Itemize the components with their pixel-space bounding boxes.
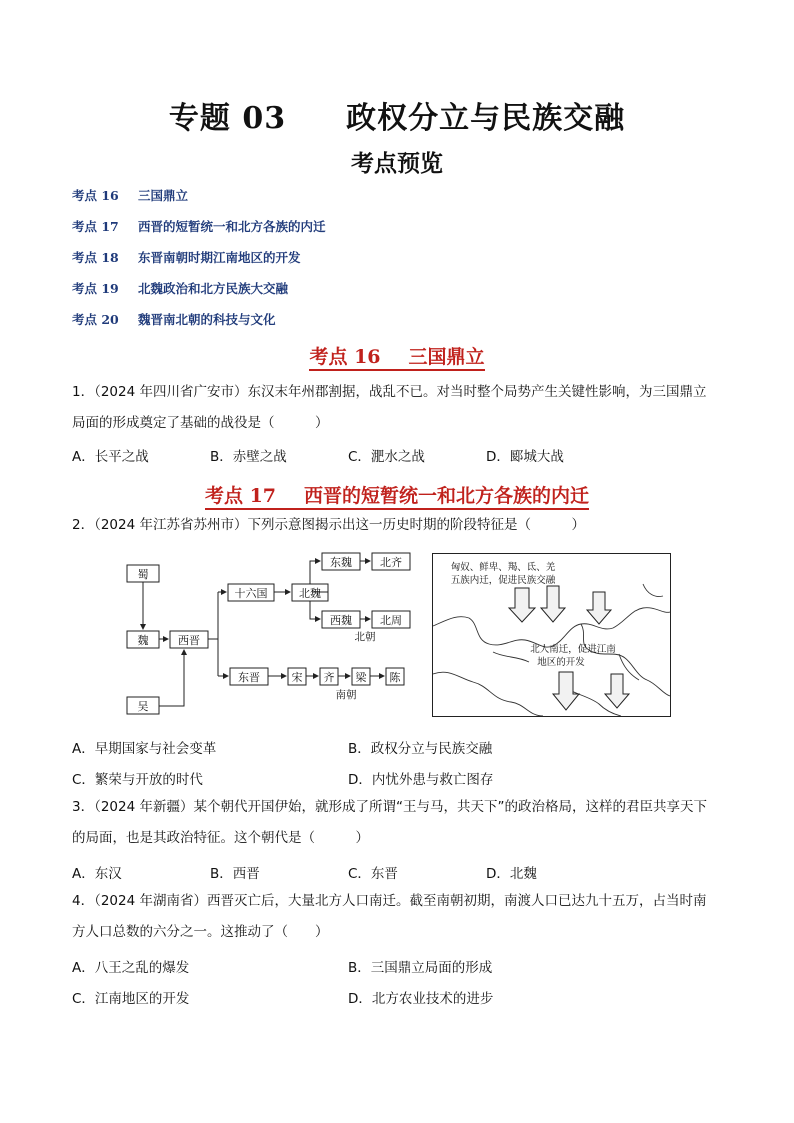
node-wu: 吴 — [137, 700, 149, 713]
node-beiqi: 北齐 — [380, 556, 402, 569]
migration-arrow-north-1 — [509, 588, 535, 622]
toc-label: 魏晋南北朝的科技与文化 — [138, 312, 276, 327]
q3-option-b[interactable]: B．西晋 — [210, 866, 260, 882]
node-shu: 蜀 — [137, 568, 149, 581]
toc-item-17[interactable] — [72, 217, 326, 235]
toc-label: 三国鼎立 — [138, 188, 189, 203]
toc-num: 考点 17 — [72, 219, 119, 234]
river-south — [433, 672, 543, 716]
node-wei: 魏 — [137, 634, 149, 647]
coastline-east — [581, 624, 670, 696]
page-subtitle: 考点预览 — [351, 150, 443, 177]
map-note-2: 五族内迁，促进民族交融 — [450, 575, 556, 586]
map-note-4: 地区的开发 — [537, 657, 585, 668]
section-heading-17 — [0, 481, 794, 508]
toc-label: 北魏政治和北方民族大交融 — [138, 281, 289, 296]
node-shiliuguo: 十六国 — [234, 587, 268, 600]
q1-option-c[interactable]: C．淝水之战 — [348, 449, 425, 465]
river-yellow — [493, 652, 529, 662]
question-2 — [72, 510, 727, 541]
q2-option-a[interactable]: A．早期国家与社会变革 — [72, 741, 217, 757]
q4-option-d[interactable]: D．北方农业技术的进步 — [348, 991, 494, 1007]
node-chen: 陈 — [389, 671, 401, 684]
question-stem: 4．（2024 年湖南省）西晋灭亡后，大量北方人口南迁。截至南朝初期，南渡人口已达九十五万，占当时南 — [72, 893, 707, 909]
q3-option-d[interactable]: D．北魏 — [486, 866, 537, 882]
migration-map — [432, 553, 671, 717]
q3-option-a[interactable]: A．东汉 — [72, 866, 122, 882]
node-qi: 齐 — [323, 671, 335, 684]
node-dongjin: 东晋 — [238, 671, 260, 684]
question-1 — [72, 377, 727, 439]
section-label: 三国鼎立 — [408, 346, 485, 368]
toc-num: 考点 19 — [72, 281, 119, 296]
toc-item-18[interactable] — [72, 248, 301, 266]
migration-arrow-south-1 — [553, 672, 579, 710]
question-stem: 2．（2024 年江苏省苏州市）下列示意图揭示出这一历史时期的阶段特征是（ ） — [72, 517, 585, 533]
toc-label: 东晋南朝时期江南地区的开发 — [138, 250, 301, 265]
toc-item-20[interactable] — [72, 310, 276, 328]
section-heading-16 — [0, 342, 794, 369]
q1-option-d[interactable]: D．郾城大战 — [486, 449, 564, 465]
page-title — [0, 93, 794, 137]
q2-option-d[interactable]: D．内忧外患与救亡图存 — [348, 772, 494, 788]
q2-option-c[interactable]: C．繁荣与开放的时代 — [72, 772, 203, 788]
q4-option-b[interactable]: B．三国鼎立局面的形成 — [348, 960, 493, 976]
node-liang: 梁 — [355, 671, 367, 684]
toc-num: 考点 20 — [72, 312, 119, 327]
q4-option-a[interactable]: A．八王之乱的爆发 — [72, 960, 190, 976]
node-dongwei: 东魏 — [330, 556, 352, 569]
toc-item-16[interactable] — [72, 186, 188, 204]
node-beizhou: 北周 — [380, 614, 402, 627]
toc-num: 考点 16 — [72, 188, 119, 203]
q3-option-c[interactable]: C．东晋 — [348, 866, 398, 882]
label-beichao: 北朝 — [354, 631, 376, 643]
toc-label: 西晋的短暂统一和北方各族的内迁 — [138, 219, 326, 234]
node-song: 宋 — [291, 671, 303, 684]
question-stem: 1．（2024 年四川省广安市）东汉末年州郡割据，战乱不已。对当时整个局势产生关键性影响，为三国鼎立 — [72, 384, 707, 400]
question-3 — [72, 792, 727, 854]
migration-arrow-north-3 — [587, 592, 611, 624]
migration-arrow-north-2 — [541, 586, 565, 622]
title-prefix: 专题 03 — [168, 101, 287, 136]
toc-num: 考点 18 — [72, 250, 119, 265]
question-stem: 方人口总数的六分之一。这推动了（ ） — [72, 924, 329, 940]
node-beiwei: 北魏 — [299, 587, 321, 600]
peninsula — [643, 584, 663, 597]
q2-option-b[interactable]: B．政权分立与民族交融 — [348, 741, 493, 757]
node-xijin: 西晋 — [178, 634, 200, 647]
section-label: 西晋的短暂统一和北方各族的内迁 — [304, 485, 590, 507]
question-stem: 局面的形成奠定了基础的战役是（ ） — [72, 415, 329, 431]
node-xiwei: 西魏 — [330, 614, 352, 627]
q1-option-b[interactable]: B．赤壁之战 — [210, 449, 287, 465]
toc-item-19[interactable] — [72, 279, 288, 297]
q1-option-a[interactable]: A．长平之战 — [72, 449, 149, 465]
title-main: 政权分立与民族交融 — [346, 101, 626, 136]
question-stem: 的局面，也是其政治特征。这个朝代是（ ） — [72, 830, 369, 846]
map-note-1: 匈奴、鲜卑、羯、氐、羌 — [450, 562, 556, 573]
section-num: 考点 16 — [309, 346, 381, 368]
question-stem: 3．（2024 年新疆）某个朝代开国伊始，就形成了所谓“王与马，共天下”的政治格局，这样的君臣共享天下 — [72, 799, 707, 815]
map-note-3: 北人南迁，促进江南 — [530, 644, 616, 655]
dynasty-succession-diagram — [122, 549, 422, 719]
label-nanchao: 南朝 — [335, 689, 357, 701]
migration-arrow-south-2 — [605, 674, 629, 708]
section-num: 考点 17 — [204, 485, 277, 507]
question-4 — [72, 886, 727, 948]
q4-option-c[interactable]: C．江南地区的开发 — [72, 991, 190, 1007]
